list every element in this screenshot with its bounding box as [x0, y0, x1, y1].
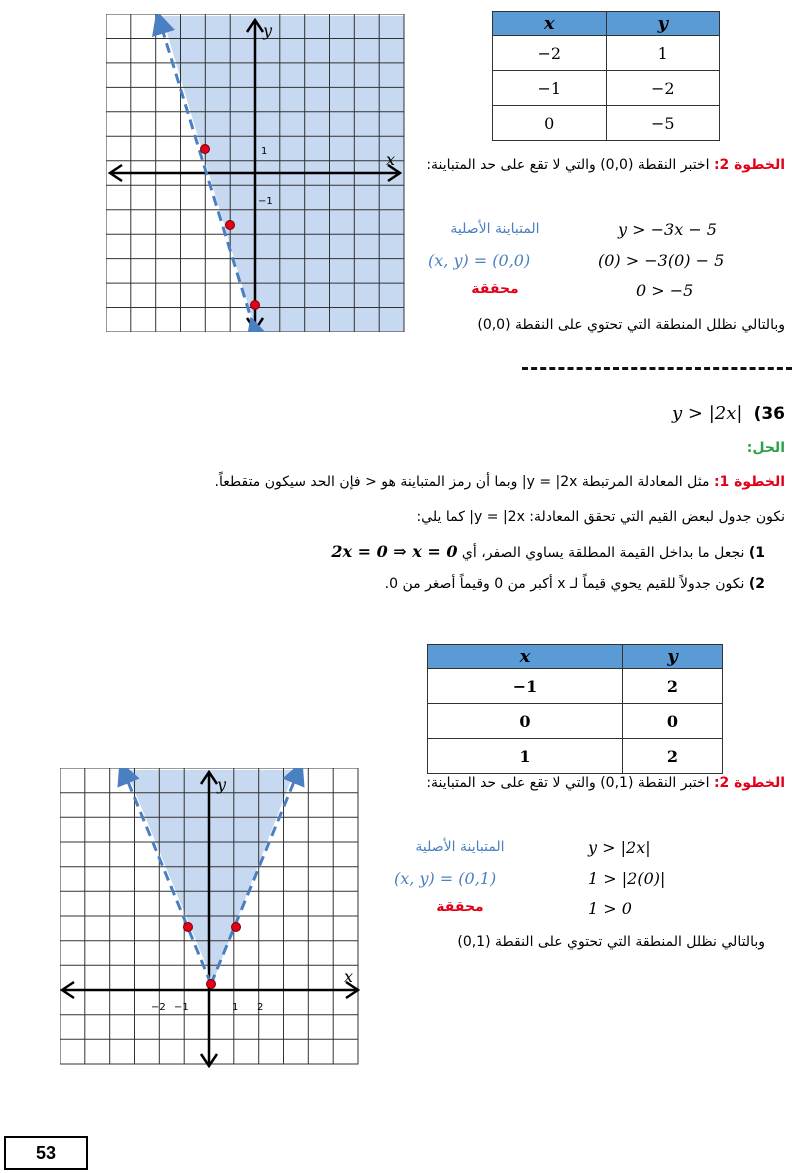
item-text: نكون جدولاً للقيم يحوي قيماً لـ x أكبر من 0 وقيماً أصغر من 0.: [384, 576, 745, 592]
step-label: الخطوة 2:: [713, 157, 785, 173]
table-cell: −1: [493, 71, 607, 106]
work-expr: y > −3x − 5: [618, 220, 717, 239]
item-math: 2x = 0 ⇒ x = 0: [331, 542, 458, 561]
step-label: الخطوة 2:: [713, 775, 785, 791]
work-note: المتباينة الأصلية: [450, 221, 540, 237]
step2a-text: [420, 150, 785, 180]
step-label: الخطوة 1:: [713, 474, 785, 490]
table-cell: 1: [428, 739, 623, 774]
item-text: نجعل ما بداخل القيمة المطلقة يساوي الصفر، أي: [461, 545, 745, 561]
tick-label: −2: [151, 1002, 166, 1013]
plot-point: [201, 145, 210, 154]
step-text: مثل المعادلة المرتبطة y = |2x| وبما أن رمز المتباينة هو < فإن الحد سيكون متقطعاً.: [214, 474, 710, 490]
problem-expr: y > |2x|: [672, 403, 743, 424]
work-expr: 0 > −5: [636, 281, 694, 300]
table-cell: 1: [606, 36, 720, 71]
table-cell: −2: [606, 71, 720, 106]
table-cell: 0: [428, 704, 623, 739]
table-cell: 2: [622, 669, 722, 704]
x-axis-label: x: [386, 150, 396, 169]
tick-label: 1: [232, 1002, 239, 1013]
work-expr: 1 > |2(0)|: [588, 869, 666, 888]
list-item-1: [240, 542, 765, 561]
section-divider: [522, 367, 792, 370]
graph-1: [106, 14, 406, 332]
conclusion: وبالتالي نظلل المنطقة التي تحتوي على النقطة (0,1): [457, 934, 765, 950]
table-cell: −2: [493, 36, 607, 71]
work-expr: y > |2x|: [588, 838, 651, 857]
problem-number: (36: [753, 404, 785, 424]
step-text: اختبر النقطة (0,0) والتي لا تقع على حد المتباينة:: [426, 157, 710, 173]
list-item-2: [240, 576, 765, 592]
y-axis-label: y: [217, 775, 227, 794]
verified-note: محققة: [436, 899, 484, 915]
plot-point: [226, 221, 235, 230]
table-cell: −5: [606, 106, 720, 141]
step-text: اختبر النقطة (0,1) والتي لا تقع على حد المتباينة:: [426, 775, 710, 791]
table-header: y: [606, 12, 720, 36]
conclusion: وبالتالي نظلل المنطقة التي تحتوي على النقطة (0,0): [477, 317, 785, 333]
work-expr: 1 > 0: [588, 899, 632, 918]
work-note: (x, y) = (0,1): [394, 869, 497, 888]
item-number: 2): [748, 576, 765, 592]
work-note: المتباينة الأصلية: [415, 839, 505, 855]
values-table-1: [492, 11, 720, 141]
table-cell: −1: [428, 669, 623, 704]
shaded-region: [126, 770, 295, 982]
table-cell: 0: [622, 704, 722, 739]
tick-label: −1: [174, 1002, 189, 1013]
table-cell: 2: [622, 739, 722, 774]
table-header: x: [493, 12, 607, 36]
tick-label: 1: [261, 146, 268, 157]
values-table-2: [427, 644, 723, 774]
page-number: 53: [4, 1136, 88, 1170]
table-header: x: [428, 645, 623, 669]
y-axis-label: y: [263, 21, 273, 40]
step2b-text: [420, 768, 785, 798]
table-cell: 0: [493, 106, 607, 141]
solution-label: الحل:: [746, 440, 785, 456]
verified-note: محققة: [471, 281, 519, 297]
plot-point: [251, 301, 260, 310]
x-axis-label: x: [344, 967, 354, 986]
graph-2: [60, 768, 362, 1070]
tick-label: −1: [258, 196, 273, 207]
step1-text: [40, 474, 785, 490]
work-note: (x, y) = (0,0): [428, 251, 531, 270]
plot-point: [207, 980, 216, 989]
plot-point: [232, 923, 241, 932]
problem-heading: [600, 403, 785, 424]
tick-label: 2: [257, 1002, 264, 1013]
plot-point: [184, 923, 193, 932]
item-number: 1): [748, 545, 765, 561]
table-intro: نكون جدول لبعض القيم التي تحقق المعادلة: y = |2x| كما يلي:: [416, 509, 785, 525]
table-header: y: [622, 645, 722, 669]
work-expr: (0) > −3(0) − 5: [598, 251, 725, 270]
